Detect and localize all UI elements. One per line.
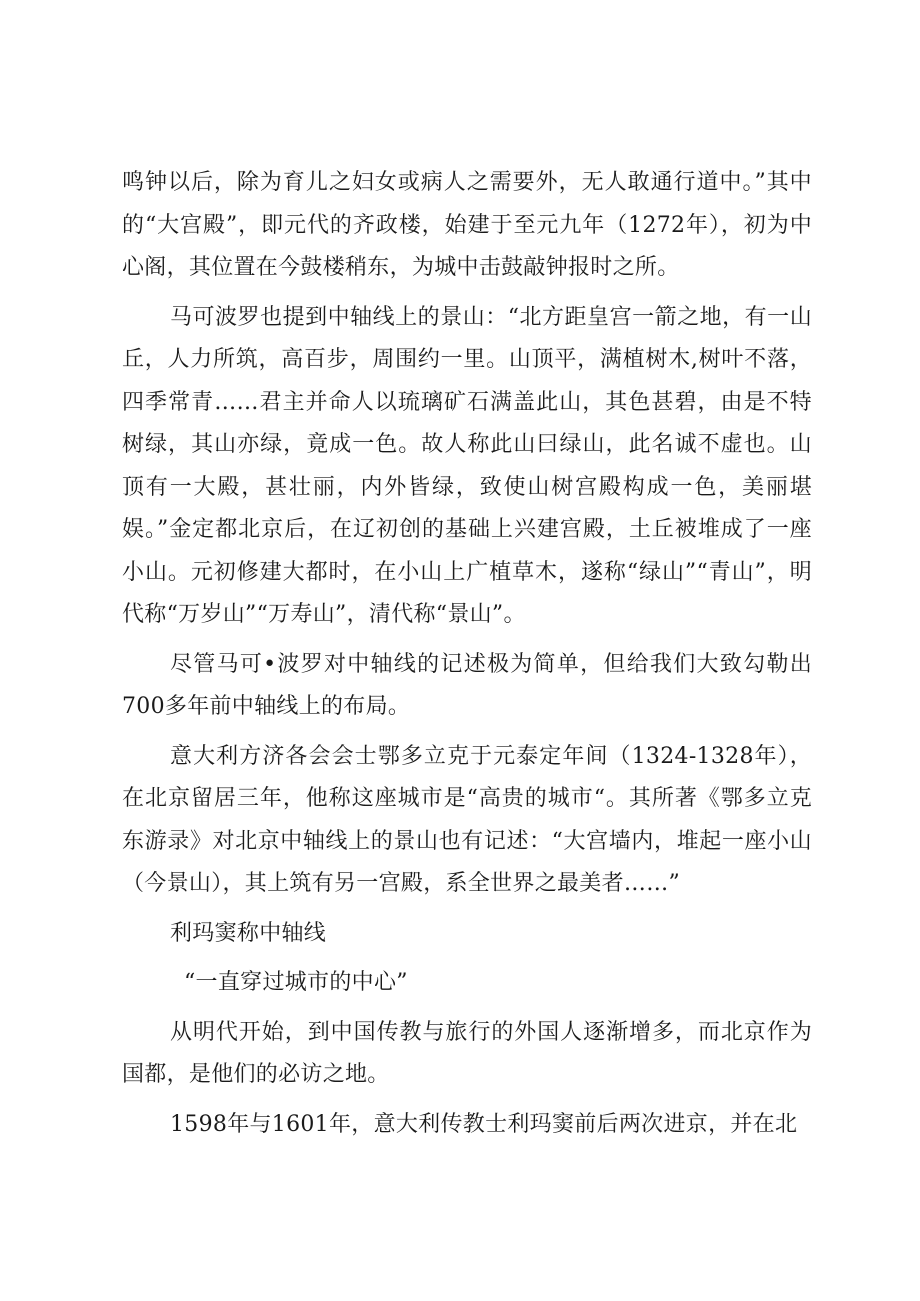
subheading-2: “一直穿过城市的中心” bbox=[184, 970, 408, 995]
document-body bbox=[122, 162, 812, 1153]
subheading-1: 利玛窦称中轴线 bbox=[170, 920, 327, 946]
paragraph-3: 尽管马可•波罗对中轴线的记述极为简单，但给我们大致勾勒出700多年前中轴线上的布局。 bbox=[122, 651, 812, 719]
paragraph-2: 马可波罗也提到中轴线上的景山：“北方距皇宫一箭之地，有一山丘，人力所筑，高百步，周围约一里。山顶平，满植树木,树叶不落，四季常青……君主并命人以琉璃矿石满盖此山，其色甚碧，由是不特树绿，其山亦绿，竟成一色。故人称此山曰绿山，此名诚不虚也。山顶有一大殿，甚壮丽，内外皆绿，致使山树宫殿构成一色，美丽堪娱。”金定都北京后，在辽初创的基础上兴建宫殿，土丘被堆成了一座小山。元初修建大都时，在小山上广植草木，遂称“绿山”“青山”，明代称“万岁山”“万寿山”，清代称“景山”。 bbox=[122, 304, 812, 627]
paragraph-6: 1598年与1601年，意大利传教士利玛窦前后两次进京，并在北 bbox=[170, 1111, 798, 1137]
paragraph-1: 鸣钟以后，除为育儿之妇女或病人之需要外，无人敢通行道中。”其中的“大宫殿”，即元代的齐政楼，始建于至元九年（1272年），初为中心阁，其位置在今鼓楼稍东，为城中击鼓敲钟报时之所。 bbox=[122, 170, 812, 280]
paragraph-5: 从明代开始，到中国传教与旅行的外国人逐渐增多，而北京作为国都，是他们的必访之地。 bbox=[122, 1019, 812, 1087]
paragraph-4: 意大利方济各会会士鄂多立克于元泰定年间（1324-1328年），在北京留居三年，他称这座城市是“高贵的城市“。其所著《鄂多立克东游录》对北京中轴线上的景山也有记述：“大宫墙内，堆起一座小山（今景山），其上筑有另一宫殿，系全世界之最美者……” bbox=[122, 743, 812, 896]
